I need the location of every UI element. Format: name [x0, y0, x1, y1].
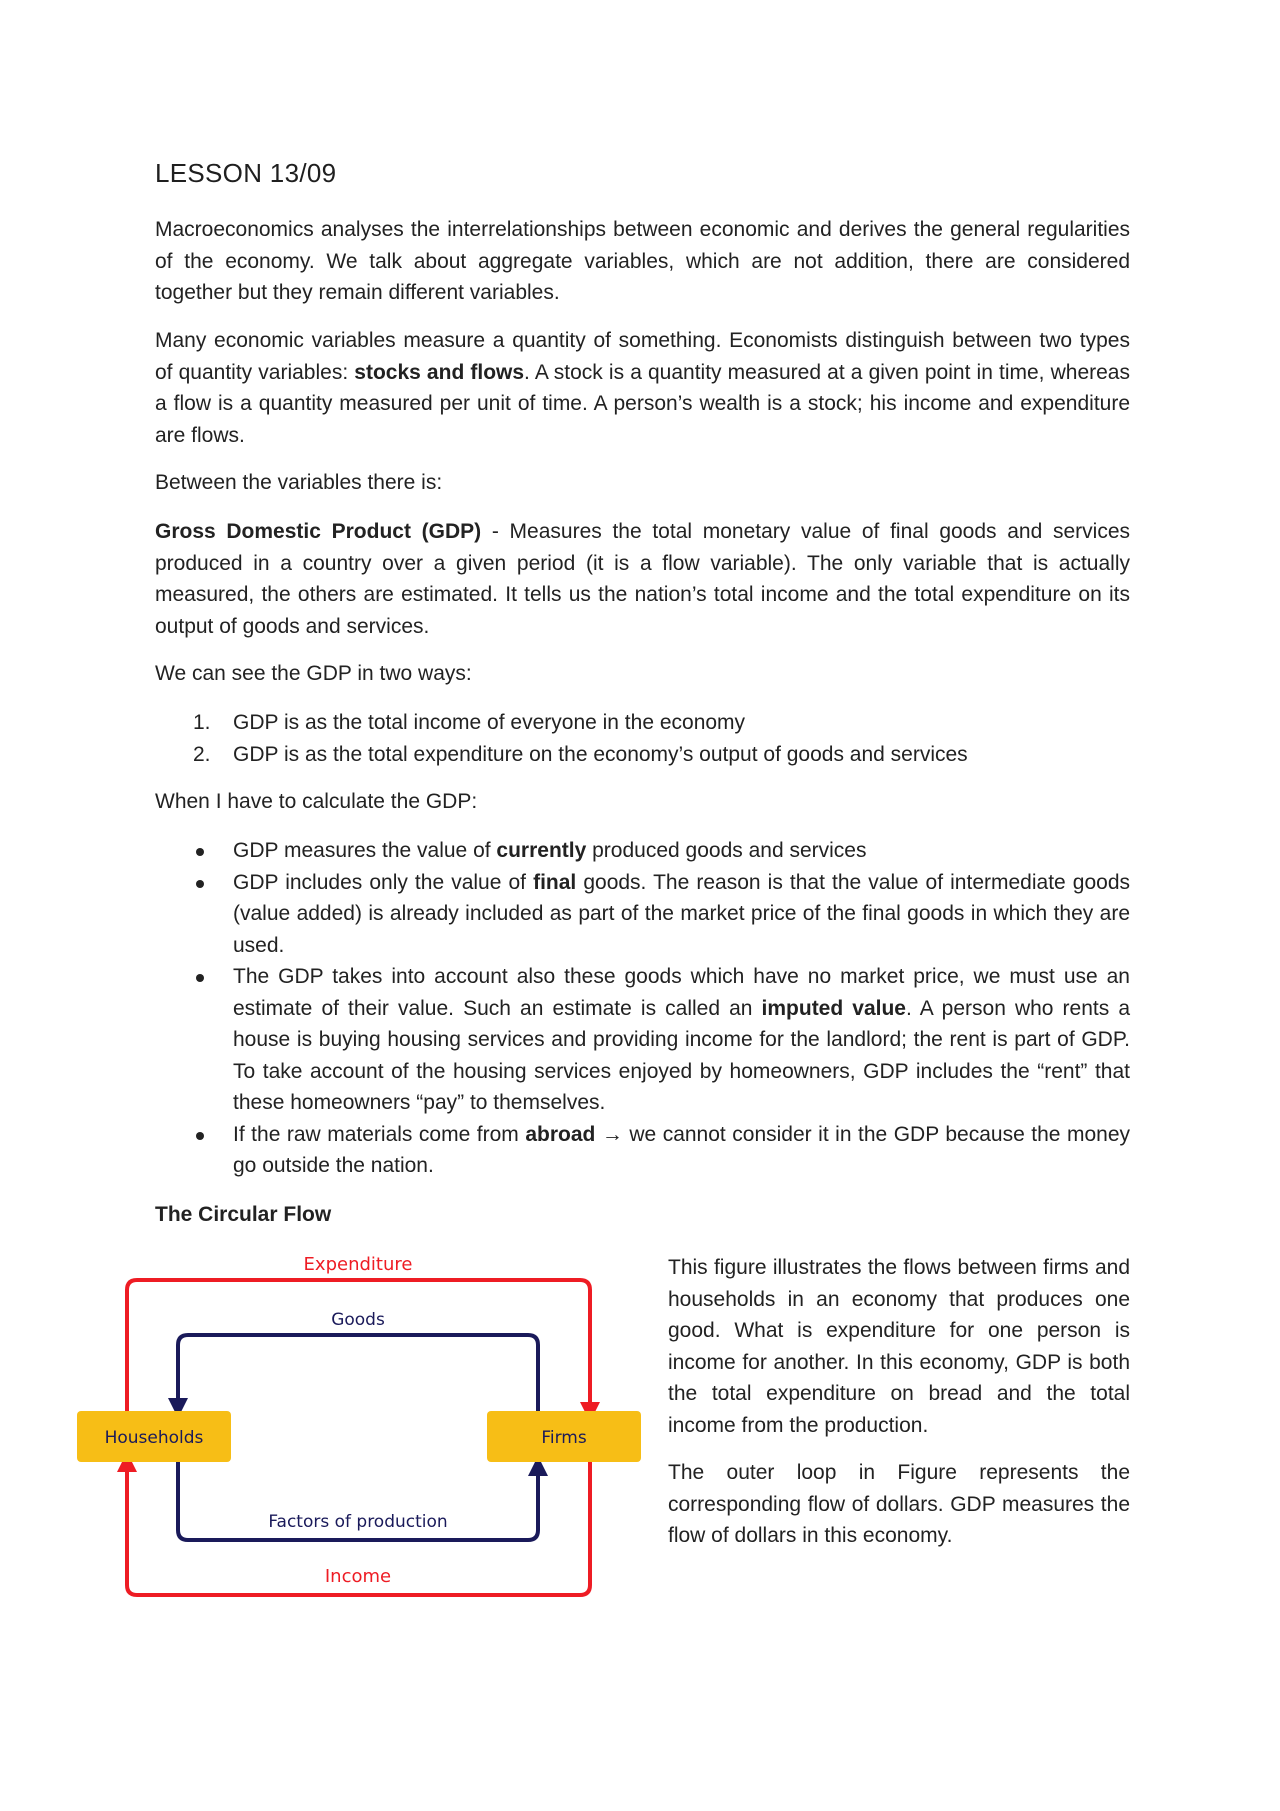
page-title: LESSON 13/09	[155, 158, 337, 188]
list-item-text-a: The GDP takes into account also these goods which have no market price, we must use an estimate of their value. Such an estimate is called an	[233, 965, 1130, 1020]
figure-description-paragraph: This figure illustrates the flows between firms and households in an economy that produces one good. What is expenditure for one person is income for another. In this economy, GDP is both the total expenditure on bread and the total income from the production.	[668, 1256, 1130, 1437]
list-item-text-b: . A person who rents a house is buying housing services and providing income for the landlord; the rent is part of GDP. To take account of the housing services enjoyed by homeowners, GDP includes the “rent” that these homeowners “pay” to themselves.	[233, 996, 1130, 1114]
list-item-text-a: GDP measures the value of	[233, 839, 497, 862]
stocks-flows-text-b: . A stock is a quantity measured at a given point in time, whereas a flow is a quantity measured per unit of time. A person’s wealth is a stock; his income and expenditure are flows.	[155, 360, 1130, 447]
list-item-text-b: produced goods and services	[586, 839, 867, 862]
list-item-text: GDP is as the total expenditure on the economy’s output of goods and services	[233, 742, 968, 766]
households-label: Households	[104, 1428, 204, 1448]
outer-loop-paragraph: The outer loop in Figure represents the corresponding flow of dollars. GDP measures the flow of dollars in this economy.	[668, 1461, 1130, 1547]
expenditure-label: Expenditure	[303, 1254, 413, 1275]
goods-label: Goods	[331, 1310, 385, 1330]
gdp-term: Gross Domestic Product (GDP)	[155, 520, 482, 543]
income-label: Income	[324, 1566, 392, 1587]
calculate-gdp-paragraph: When I have to calculate the GDP:	[155, 790, 478, 813]
list-item-text-b: goods. The reason is that the value of intermediate goods (value added) is already included as part of the market price of the final goods in which they are used.	[233, 870, 1131, 957]
gdp-definition-text: - Measures the total monetary value of final goods and services produced in a country over a given period (it is a flow variable). The only variable that is actually measured, the others are estimated. It tells us the nation’s total income and the total expenditure on its output of goods and services.	[155, 520, 1130, 638]
intro-paragraph: Macroeconomics analyses the interrelationships between economic and derives the general regularities of the economy. We talk about aggregate variables, which are not addition, there are considered together but they remain different variables.	[155, 218, 1130, 304]
list-item-text-a: If the raw materials come from	[233, 1122, 526, 1146]
goods-flow-line	[178, 1335, 538, 1412]
firms-label: Firms	[541, 1428, 587, 1448]
list-item-bold: final	[533, 870, 577, 894]
expenditure-flow-line	[127, 1280, 590, 1412]
stocks-flows-text-a: Many economic variables measure a quantity of something. Economists distinguish between two types of quantity variables:	[155, 329, 1130, 384]
list-item-text-b: → we cannot consider it in the GDP because the money go outside the nation.	[233, 1122, 1130, 1177]
factors-label: Factors of production	[268, 1512, 448, 1532]
between-variables-paragraph: Between the variables there is:	[155, 471, 443, 494]
list-item-bold: imputed value	[761, 996, 906, 1020]
list-item-bold: currently	[496, 839, 587, 862]
list-item-text: GDP is as the total income of everyone in the economy	[233, 711, 746, 734]
list-number: 1.	[193, 711, 211, 734]
section-heading: The Circular Flow	[155, 1203, 332, 1226]
stocks-flows-bold: stocks and flows	[354, 360, 525, 384]
gdp-two-ways-paragraph: We can see the GDP in two ways:	[155, 662, 472, 685]
list-number: 2.	[193, 742, 211, 766]
list-item-bold: abroad	[525, 1122, 596, 1146]
list-item-text-a: GDP includes only the value of	[233, 870, 534, 894]
